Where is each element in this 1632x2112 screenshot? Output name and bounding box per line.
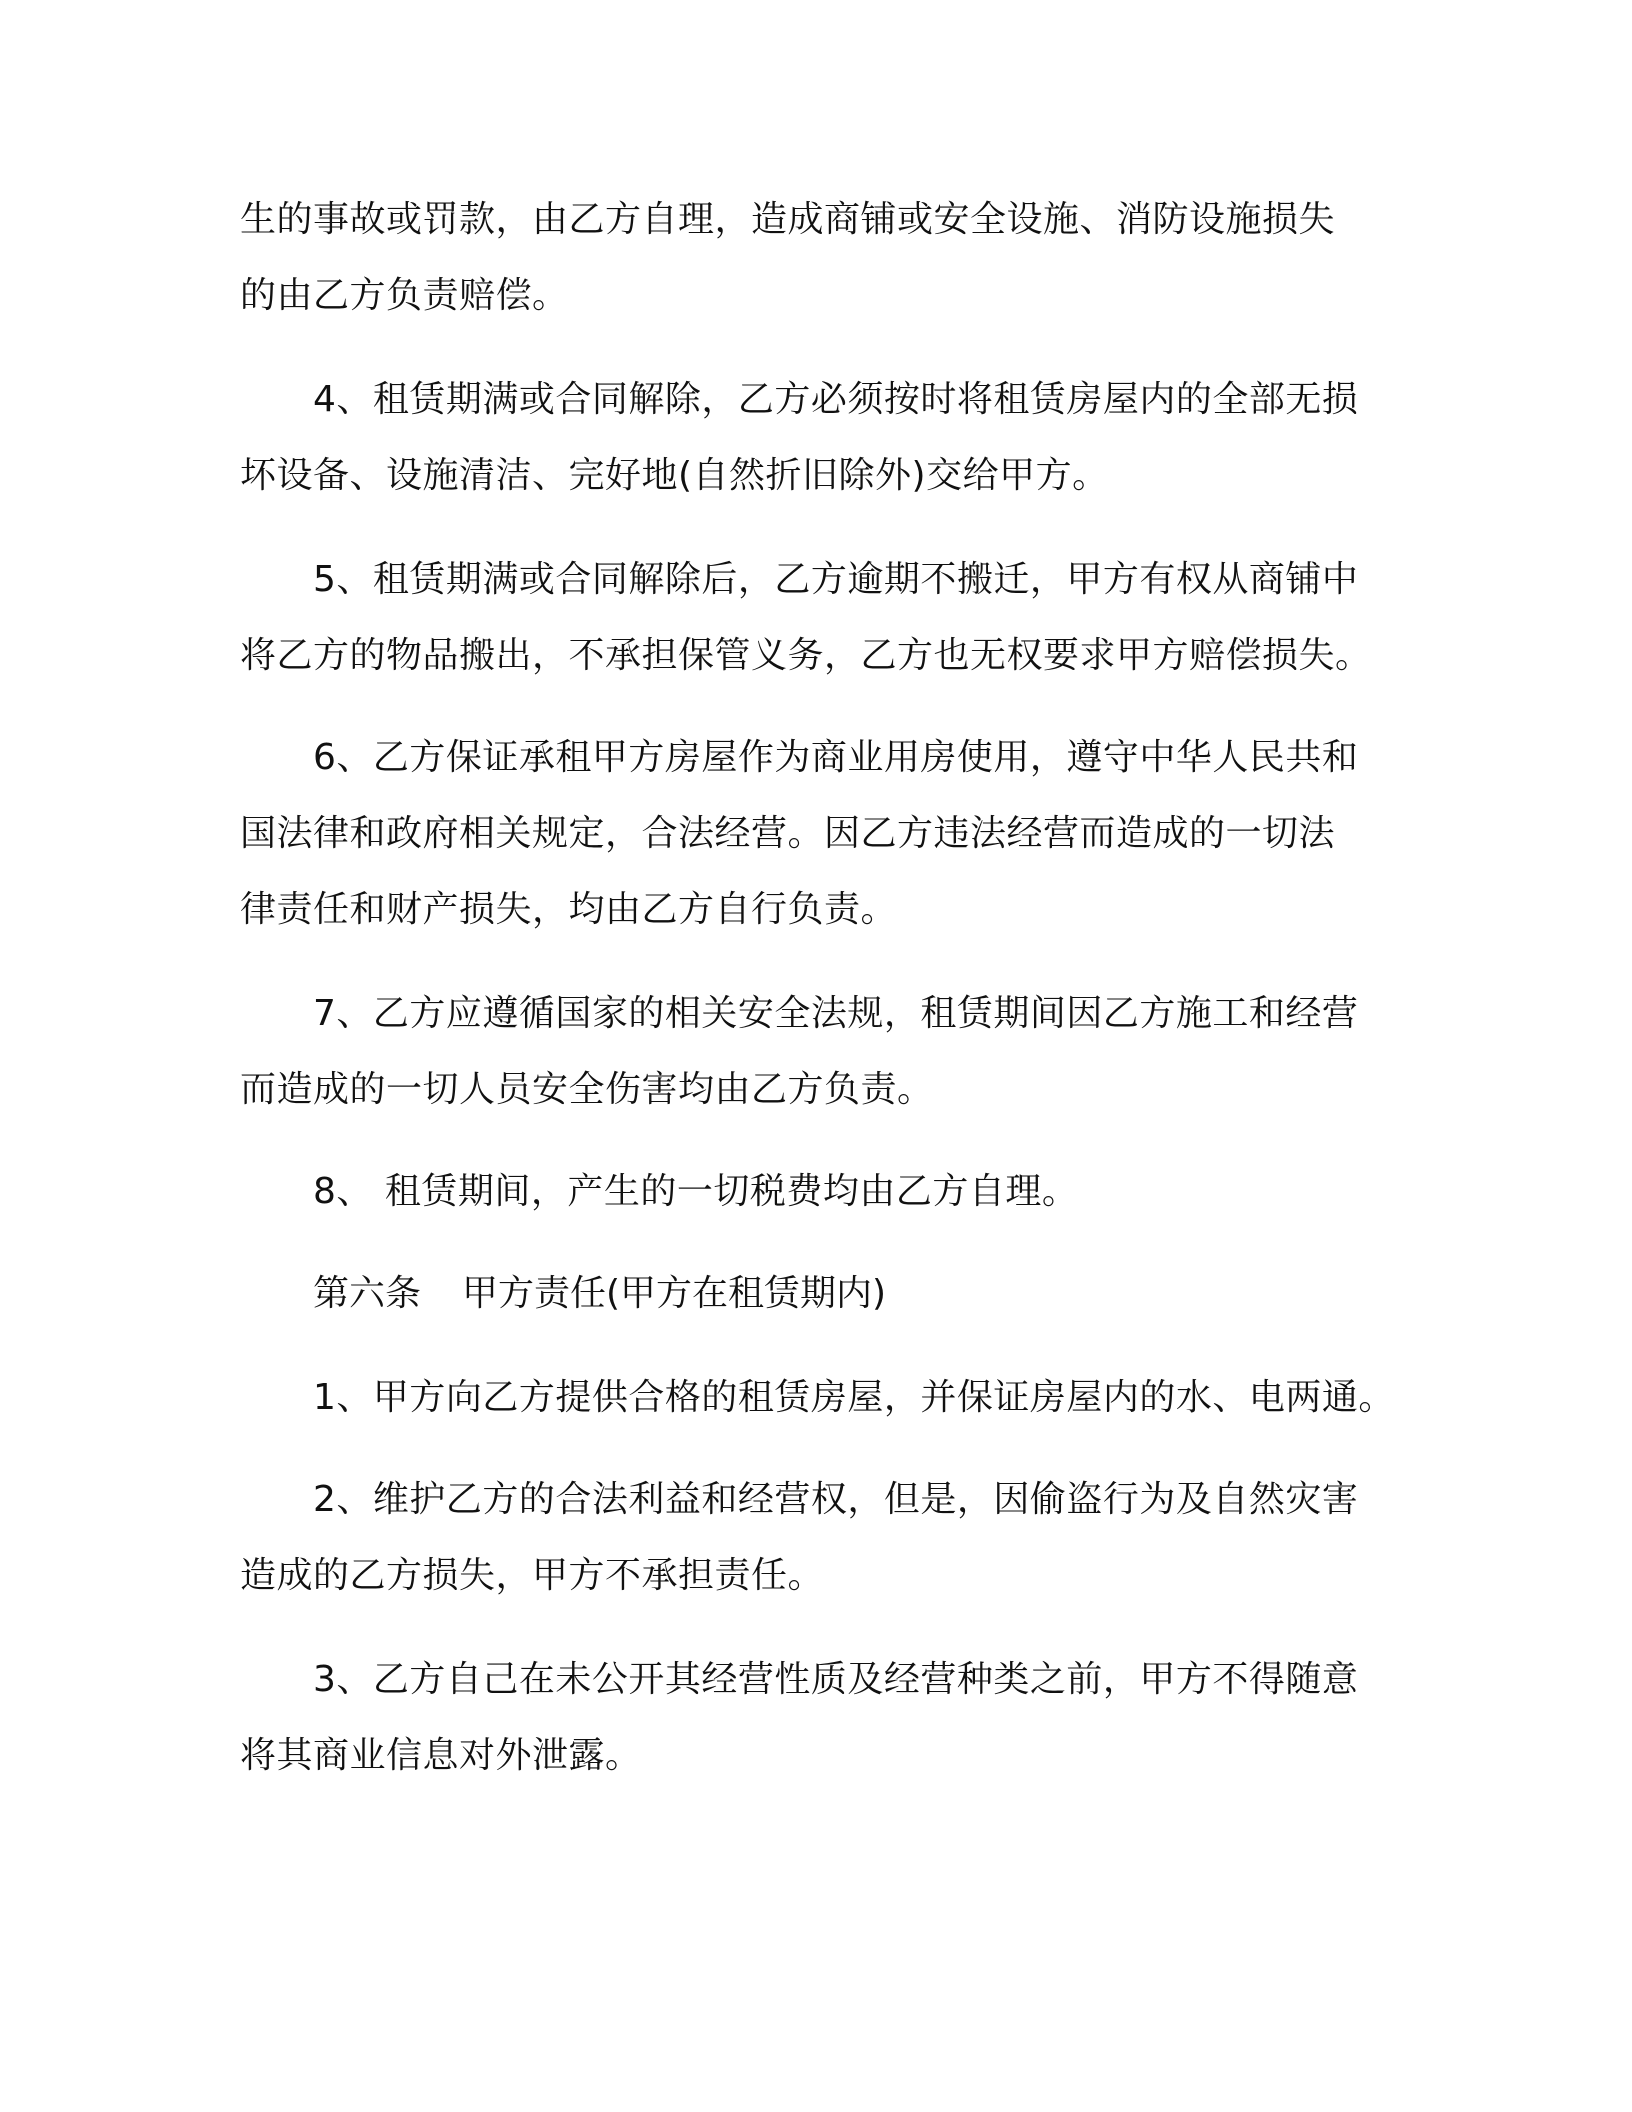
- lessor-clause-3-line-2: 将其商业信息对外泄露。: [240, 1735, 642, 1776]
- clause-5-line-2: 将乙方的物品搬出，不承担保管义务，乙方也无权要求甲方赔偿损失。: [240, 635, 1372, 676]
- lessor-clause-2-line-1: 2、维护乙方的合法利益和经营权，但是，因偷盗行为及自然灾害: [313, 1479, 1359, 1520]
- clause-6-line-1: 6、乙方保证承租甲方房屋作为商业用房使用，遵守中华人民共和: [313, 737, 1359, 778]
- clause-4-line-2: 坏设备、设施清洁、完好地(自然折旧除外)交给甲方。: [240, 455, 1109, 496]
- lessor-clause-2-line-2: 造成的乙方损失，甲方不承担责任。: [240, 1555, 825, 1596]
- lessor-clause-1-line: 1、甲方向乙方提供合格的租赁房屋，并保证房屋内的水、电两通。: [313, 1377, 1395, 1418]
- lessor-clause-3-line-1: 3、乙方自己在未公开其经营性质及经营种类之前，甲方不得随意: [313, 1659, 1359, 1700]
- body-text-line: 的由乙方负责赔偿。: [240, 275, 569, 316]
- body-text-line: 生的事故或罚款，由乙方自理，造成商铺或安全设施、消防设施损失: [240, 199, 1336, 240]
- section-title: 甲方责任(甲方在租赁期内): [462, 1273, 887, 1314]
- section-number: 第六条: [313, 1273, 422, 1314]
- clause-4-line-1: 4、租赁期满或合同解除，乙方必须按时将租赁房屋内的全部无损: [313, 379, 1359, 420]
- clause-5-line-1: 5、租赁期满或合同解除后，乙方逾期不搬迁，甲方有权从商铺中: [313, 559, 1359, 600]
- clause-8-line: 8、 租赁期间，产生的一切税费均由乙方自理。: [313, 1171, 1079, 1212]
- clause-6-line-3: 律责任和财产损失，均由乙方自行负责。: [240, 889, 898, 930]
- clause-7-line-2: 而造成的一切人员安全伤害均由乙方负责。: [240, 1069, 934, 1110]
- clause-7-line-1: 7、乙方应遵循国家的相关安全法规，租赁期间因乙方施工和经营: [313, 993, 1359, 1034]
- clause-6-line-2: 国法律和政府相关规定，合法经营。因乙方违法经营而造成的一切法: [240, 813, 1336, 854]
